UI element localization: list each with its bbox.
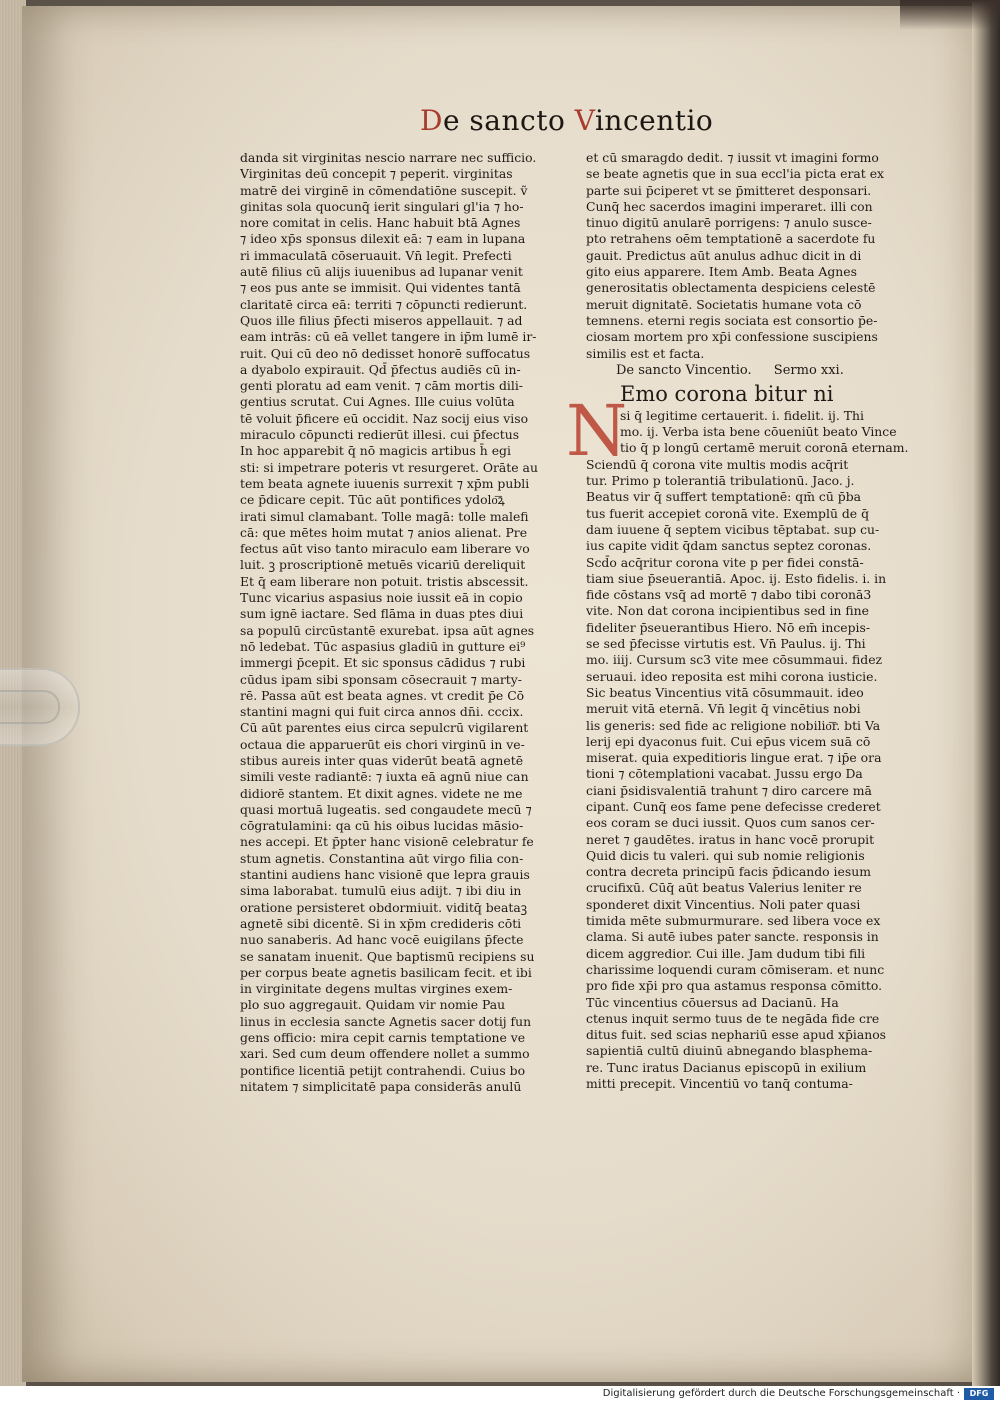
text-line: stantini magni qui fuit circa annos dn̄i. cccix. [240, 704, 524, 720]
text-line: generositatis oblectamenta despiciens celestē [586, 280, 876, 296]
running-head-text: e sancto [442, 104, 575, 137]
text-line: dicem aggredior. Cui ille. Jam dudum tibi fili [586, 945, 866, 961]
text-line: nuo sanaberis. Ad hanc vocē euigilans p̄fecte [240, 932, 524, 948]
text-line: irati simul clamabant. Tolle magā: tolle malefi [240, 508, 529, 524]
text-line: ⁊ ideo xp̄s sponsus dilexit eā: ⁊ eam in lupana [240, 231, 526, 247]
text-line: didiorē stantem. Et dixit agnes. videte ne me [240, 785, 523, 801]
text-line: per corpus beate agnetis basilicam fecit. et ibi [240, 964, 532, 980]
text-line: fectus aūt viso tanto miraculo eam liberare vo [240, 541, 530, 557]
footer-credit: Digitalisierung gefördert durch die Deutsche Forschungsgemeinschaft · [602, 1388, 960, 1399]
text-line: Beatus vir q̄ suffert temptationē: qm̄ cū p̄ba [586, 489, 862, 505]
text-line: Virginitas deū concepit ⁊ peperit. virginitas [240, 166, 513, 182]
text-line: quasi mortuā lugeatis. sed congaudete mecū ⁊ [240, 801, 532, 817]
text-line: tio q̄ p longū certamē meruit coronā eternam. [620, 440, 908, 456]
text-line: contra decreta principū facis p̄dicando iesum [586, 864, 871, 880]
text-line: tus fuerit accepiet coronā vite. Exemplū de q̄ [586, 505, 870, 521]
text-line: cūdus ipam sibi sponsam cōsecrauit ⁊ marty- [240, 671, 522, 687]
text-line: eos coram se duci iussit. Quos cum sanos cer- [586, 815, 875, 831]
text-line: parte sui p̄ciperet vt se p̄mitteret desponsari. [586, 182, 872, 198]
text-line: danda sit virginitas nescio narrare nec sufficio. [240, 150, 537, 165]
text-line: octaua die apparuerūt eis chori virginū in ve- [240, 736, 525, 752]
text-line: gauit. Predictus aūt anulus adhuc dicit in di [586, 247, 862, 263]
text-line: tioni ⁊ cōtemplationi vacabat. Jussu ergo Da [586, 766, 863, 782]
sermon-number: Sermo xxi. [773, 362, 844, 378]
text-line: meruit dignitatē. Societatis humane vota cō [586, 296, 862, 312]
text-line: In hoc apparebit q̄ nō magicis artibus h̄ egi [240, 443, 511, 459]
text-line: autē filius cū alijs iuuenibus ad lupanar venit [240, 264, 523, 280]
text-line: ciani p̄sidisvalentiā trahunt ⁊ diro carcere mā [586, 782, 872, 798]
text-line: crucifixū. Cūq̄ aūt beatus Valerius leniter re [586, 880, 862, 896]
text-line: tur. Primo p tolerantiā tribulationū. Jaco. j. [586, 473, 855, 489]
text-line: miraculo cōpuncti redierūt illesi. cui p̄fectus [240, 427, 520, 443]
decorated-initial: N [566, 390, 628, 472]
text-line: Tunc vicarius aspasius noie iussit eā in copio [240, 590, 523, 606]
text-line: ce p̄dicare cepit. Tūc aūt pontifices ydolo͞ꝝ [240, 492, 505, 508]
text-line: nitatem ⁊ simplicitatē papa considerās anulū [240, 1078, 522, 1094]
text-line: stibus aureis inter quas viderūt beatā agnetē [240, 752, 524, 768]
text-line: clama. Si autē iubes pater sancte. responsis in [586, 929, 879, 945]
text-line: Sic beatus Vincentius vitā cōsummauit. ideo [586, 684, 864, 700]
page-right-shadow [972, 0, 1000, 1386]
text-line: luit. ꝫ proscriptionē metuēs vicariū dereliquit [240, 557, 526, 573]
text-line: genti ploratu ad eam venit. ⁊ cām mortis dili- [240, 378, 523, 394]
text-line: miserat. quia expeditioris lingue erat. ⁊ ip̄e ora [586, 750, 882, 766]
text-line: ginitas sola quocunq̄ ierit singulari gl'ia ⁊ ho- [240, 198, 524, 214]
text-line: charissime loquendi curam cōmiseram. et nunc [586, 961, 885, 977]
text-line: pro fide xp̄i pro qua astamus responsa cōmitto. [586, 978, 883, 994]
text-line: fide cōstans vsq̄ ad mortē ⁊ dabo tibi coronā3 [586, 587, 872, 603]
text-line: vite. Non dat corona incipientibus sed in fine [586, 603, 869, 619]
text-line: ditus fuit. sed scias nephariū esse apud xp̄ianos [586, 1027, 887, 1043]
text-line: se sanatam inuenit. Que baptismū recipiens su [240, 948, 535, 964]
text-line: mitti precepit. Vincentiū vo tanq̄ contuma- [586, 1076, 853, 1092]
text-line: agnetē sibi dicentē. Si in xp̄m credideris cōti [240, 915, 522, 931]
running-head [420, 104, 720, 144]
text-line: matrē dei virginē in cōmendatiōne suscepit. ṽ [240, 182, 528, 198]
text-line: cā: que mētes hoim mutat ⁊ anios alienat. Pre [240, 524, 528, 540]
right-column-body [586, 408, 908, 1092]
text-line: sa populū circūstantē exurebat. ipsa aūt agnes [240, 622, 535, 638]
text-line: tinuo digitū anularē porrigens: ⁊ anulo susce- [586, 215, 872, 231]
text-line: Cū aūt parentes eius circa sepulcrū vigilarent [240, 720, 529, 736]
text-line: sapientiā cultū diuinū abnegando blasphema- [586, 1043, 873, 1059]
text-line: re. Tunc iratus Dacianus episcopū in exilium [586, 1059, 867, 1075]
text-line: Sciendū q̄ corona vite multis modis acq̄rit [586, 456, 849, 472]
sermon-heading [586, 362, 908, 380]
text-line: ri immaculatā cōseruauit. Vn̄ legit. Prefecti [240, 247, 512, 263]
text-line: ius capite vidit q̄dam sanctus septez coronas. [586, 538, 872, 554]
text-line: ruit. Qui cū deo nō dedisset honorē suffocatus [240, 345, 531, 361]
text-line: gens officio: mira cepit carnis temptatione ve [240, 1030, 526, 1046]
text-line: immergi p̄cepit. Et sic sponsus cādidus ⁊ rubi [240, 655, 526, 671]
text-line: claritatē circa eā: territi ⁊ cōpuncti redierunt. [240, 296, 528, 312]
text-line: gentius scrutat. Cui Agnes. Ille cuius volūta [240, 394, 515, 410]
text-line: ctenus inquit sermo tuus de te negāda fide cre [586, 1010, 880, 1026]
text-line: stantini audiens hanc visionē que lepra grauis [240, 867, 530, 883]
text-line: lerij epi dyaconus fuit. Cui ep̄us vicem suā cō [586, 733, 871, 749]
text-line: sum ignē iactare. Sed flāma in duas ptes diui [240, 606, 524, 622]
running-head-initial: D [420, 104, 443, 137]
text-line: nes accepi. Et p̄pter hanc visionē celebratur fe [240, 834, 534, 850]
text-line: nō ledebat. Tūc aspasius gladiū in gutture ei⁹ [240, 638, 526, 654]
text-line: nore comitat in celis. Hanc habuit btā Agnes [240, 215, 521, 231]
text-line: mo. ij. Verba ista bene cōueniūt beato Vince [620, 424, 897, 440]
text-line: a dyabolo expirauit. Qd̄ p̄fectus audiēs cū in- [240, 361, 521, 377]
text-line: tiam siue p̄seuerantiā. Apoc. ij. Esto fidelis. i. in [586, 570, 887, 586]
text-line: pontifice licentiā petijt contrahendi. Cuius bo [240, 1062, 526, 1078]
text-line: Tūc vincentius cōuersus ad Dacianū. Ha [586, 994, 839, 1010]
text-line: ciosam mortem pro xp̄i confessione suscipiens [586, 329, 878, 345]
left-text-column [240, 150, 568, 1095]
text-line: cipant. Cunq̄ eos fame pene defecisse crederet [586, 798, 881, 814]
text-line: se beate agnetis que in sua eccl'ia picta erat ex [586, 166, 885, 182]
text-line: stum agnetis. Constantina aūt virgo filia con- [240, 850, 524, 866]
sermon-opening-line [586, 380, 908, 408]
text-line: similis est et facta. [586, 345, 705, 361]
text-line: sponderet dixit Vincentius. Noli pater quasi [586, 896, 861, 912]
text-line: Quos ille filius p̄fecti miseros appellauit. ⁊ ad [240, 312, 523, 328]
text-line: Quid dicis tu valeri. qui sub nomie religionis [586, 847, 865, 863]
text-line: linus in ecclesia sancte Agnetis sacer dotij fun [240, 1013, 532, 1029]
text-line: lis generis: sed fide ac religione nobilio͞r. bti Va [586, 717, 881, 733]
text-line: cōgratulamini: qa cū his oibus lucidas māsio- [240, 818, 524, 834]
text-line: eam intrās: cū eā vellet tangere in ip̄m lumē ir- [240, 329, 537, 345]
page-clip-inner [0, 690, 60, 724]
text-line: ⁊ eos pus ante se immisit. Qui videntes tantā [240, 280, 521, 296]
text-line: gito eius apparere. Item Amb. Beata Agnes [586, 264, 857, 280]
text-line: tem beata agnete iuuenis surrexit ⁊ xp̄m publi [240, 475, 530, 491]
text-line: simili veste radiantē: ⁊ iuxta eā agnū niue can [240, 769, 529, 785]
text-line: sti: si impetrare poteris vt resurgeret. Orāte au [240, 459, 538, 475]
text-line: Cunq̄ hec sacerdos imagini imperaret. illi con [586, 198, 873, 214]
running-head-initial-2: V [574, 104, 595, 137]
text-line: se sed p̄fecisse virtutis est. Vn̄ Paulus. ij. Thi [586, 636, 866, 652]
text-line: seruaui. ideo reposita est mihi corona iusticie. [586, 668, 878, 684]
text-line: fideliter p̄seuerantibus Hiero. Nō em̄ incepis- [586, 619, 871, 635]
binding-shadow [900, 0, 1000, 30]
right-column-top [586, 150, 908, 362]
dfg-logo: DFG [964, 1388, 994, 1400]
text-line: pto retrahens oēm temptationē a sacerdote fu [586, 231, 876, 247]
sermon-title: De sancto Vincentio. [616, 362, 752, 378]
text-line: xari. Sed cum deum offendere nollet a summo [240, 1046, 530, 1062]
text-line: dam iuuene q̄ septem vicibus tēptabat. sup cu- [586, 521, 880, 537]
text-line: Scd̄o acq̄ritur corona vite p per fidei constā- [586, 554, 864, 570]
text-line: sima laborabat. tumulū eius adijt. ⁊ ibi diu in [240, 883, 522, 899]
text-line: temnens. eterni regis sociata est consortio p̄e- [586, 312, 878, 328]
text-line: neret ⁊ gaudētes. iratus in hanc vocē prorupit [586, 831, 875, 847]
text-line: et cū smaragdo dedit. ⁊ iussit vt imagini formo [586, 150, 879, 165]
sermon-opening-text: Emo corona bitur ni [620, 381, 834, 406]
text-line: plo suo aggregauit. Quidam vir nomie Pau [240, 997, 506, 1013]
text-line: rē. Passa aūt est beata agnes. vt credit p̄e Cō [240, 687, 525, 703]
running-head-text-2: incentio [594, 104, 714, 137]
text-line: si q̄ legitime certauerit. i. fidelit. ij. Thi [620, 407, 864, 423]
text-line: oratione persisteret obdormiuit. viditq̄ beataꝫ [240, 899, 528, 915]
text-line: meruit vitā eternā. Vn̄ legit q̄ vincētius nobi [586, 701, 861, 717]
text-line: tē voluit p̄ficere eū occidit. Naz socij eius viso [240, 410, 529, 426]
text-line: Et q̄ eam liberare non potuit. tristis abscessit. [240, 573, 529, 589]
right-text-column [586, 150, 908, 1092]
text-line: in virginitate degens multas virgines exem- [240, 981, 513, 997]
text-line: mo. iiij. Cursum sc3 vite mee cōsummaui. fidez [586, 652, 883, 668]
text-line: timida mēte submurmurare. sed libera voce ex [586, 913, 881, 929]
